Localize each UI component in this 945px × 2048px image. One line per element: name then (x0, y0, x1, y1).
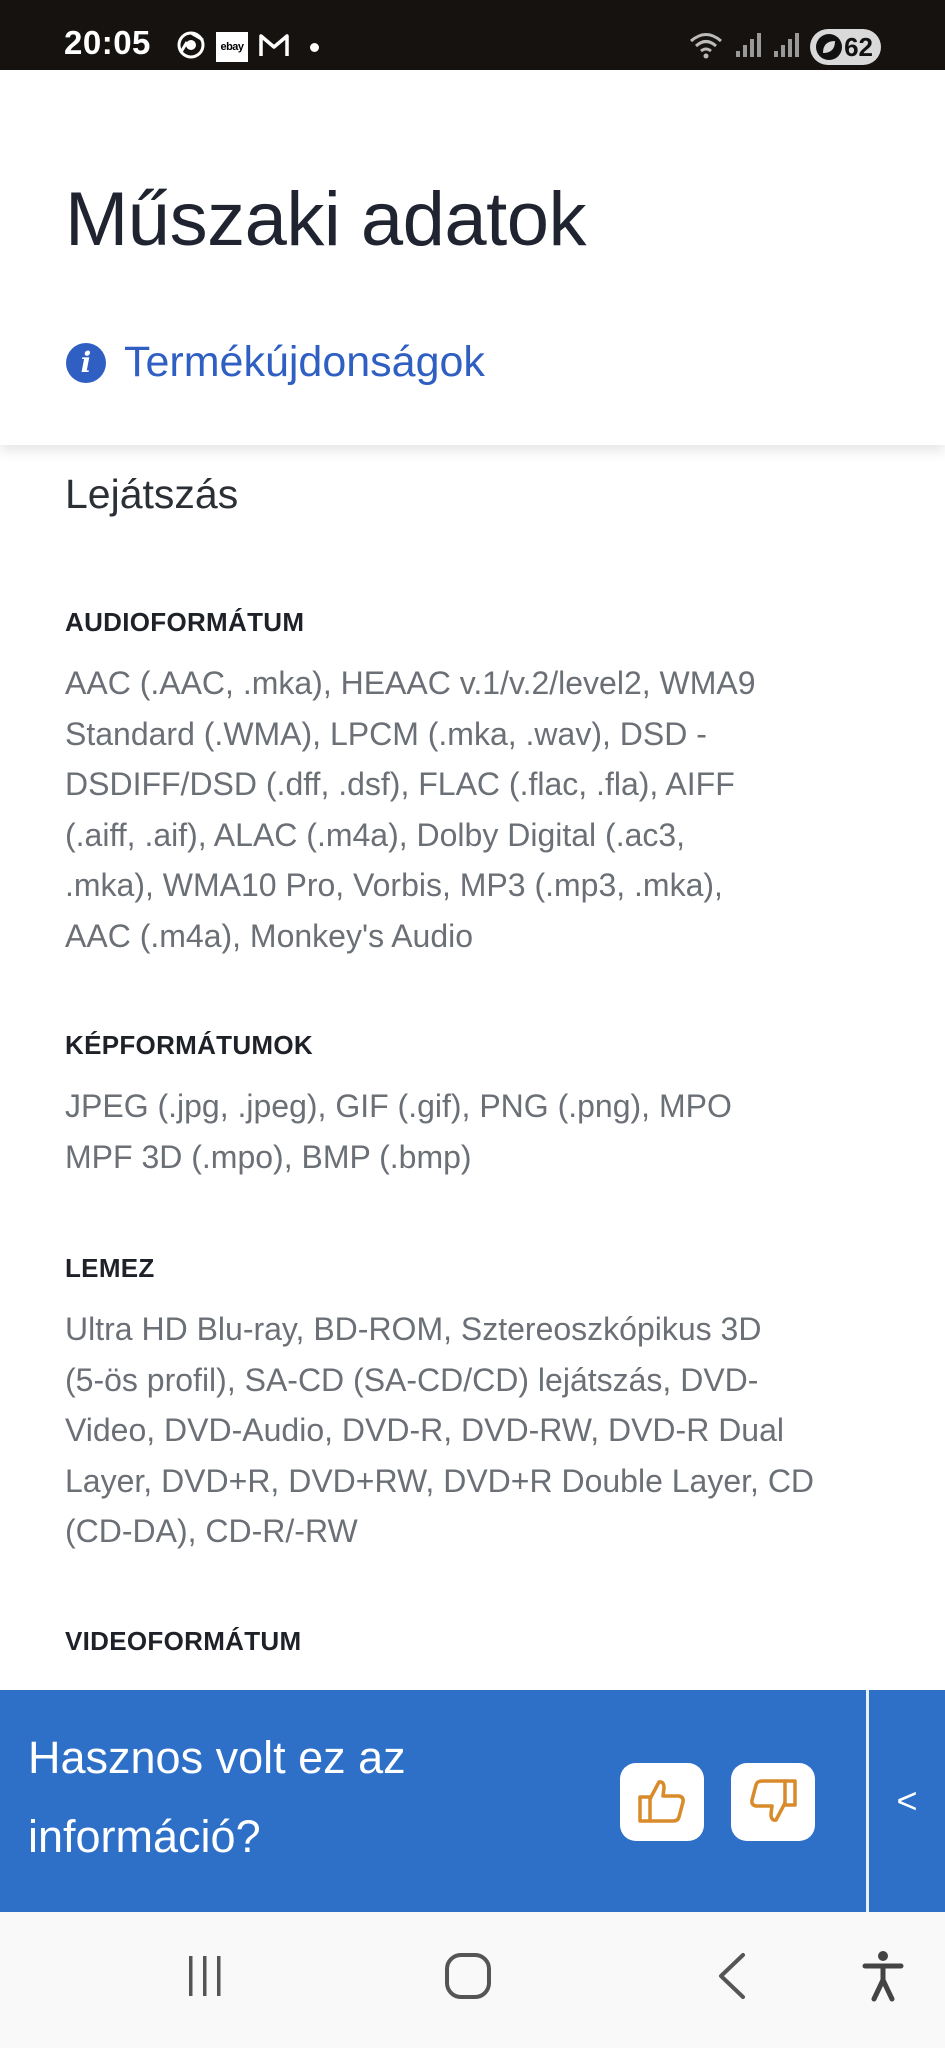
spec-line: AAC (.m4a), Monkey's Audio (65, 917, 474, 954)
back-button[interactable] (688, 1942, 778, 2012)
thumbs-up-button[interactable] (620, 1763, 704, 1841)
spec-line: MPF 3D (.mpo), BMP (.bmp) (65, 1138, 472, 1175)
signal-icon (734, 31, 762, 63)
accessibility-icon (861, 1950, 905, 2005)
battery-icon (810, 29, 881, 65)
page-title: Műszaki adatok (65, 177, 587, 262)
battery-level: 62 (844, 31, 873, 62)
thumbs-down-button[interactable] (731, 1763, 815, 1841)
product-news-link[interactable] (66, 338, 485, 387)
home-button[interactable] (423, 1942, 513, 2012)
spec-value-image-formats (65, 1081, 845, 1182)
spec-value-disc (65, 1304, 845, 1557)
thumbs-down-icon (747, 1777, 799, 1828)
status-bar (0, 0, 945, 70)
spec-label-video-format: VIDEOFORMÁTUM (65, 1626, 302, 1656)
spec-line: DSDIFF/DSD (.dff, .dsf), FLAC (.flac, .fla), AIFF (65, 766, 735, 802)
ebay-icon: ebay (216, 32, 248, 62)
feedback-collapse-button[interactable]: < (869, 1690, 945, 1912)
spec-line: Layer, DVD+R, DVD+RW, DVD+R Double Layer, CD (65, 1462, 815, 1499)
spec-line: Standard (.WMA), LPCM (.mka, .wav), DSD - (65, 715, 707, 752)
feedback-question-line: információ? (28, 1811, 261, 1862)
spec-label-image-formats: KÉPFORMÁTUMOK (65, 1030, 313, 1060)
signal-icon (772, 31, 800, 63)
spec-line: (5-ös profil), SA-CD (SA-CD/CD) lejátszás, DVD- (65, 1361, 759, 1398)
recent-apps-icon (183, 1954, 227, 2001)
back-icon (713, 1952, 753, 2003)
spec-label-disc: LEMEZ (65, 1253, 155, 1283)
power-saving-leaf-icon (816, 34, 842, 60)
spec-line: .mka), WMA10 Pro, Vorbis, MP3 (.mp3, .mka), (65, 867, 723, 903)
spec-value-audio-format (65, 658, 845, 961)
status-time: 20:05 (64, 24, 151, 61)
feedback-question-line: Hasznos volt ez az (28, 1732, 406, 1783)
spec-label-audio-format: AUDIOFORMÁTUM (65, 607, 305, 637)
feedback-bar (0, 1690, 945, 1912)
spec-line: (CD-DA), CD-R/-RW (65, 1513, 358, 1549)
status-app-icons (176, 30, 319, 64)
product-news-label: Termékújdonságok (124, 338, 485, 386)
thumbs-up-icon (636, 1777, 688, 1828)
chrome-icon (176, 30, 206, 64)
header-card (0, 70, 945, 445)
home-icon (444, 1952, 492, 2003)
feedback-question (28, 1718, 478, 1876)
accessibility-button[interactable] (838, 1942, 928, 2012)
notification-dot-icon (310, 43, 319, 52)
spec-line: (.aiff, .aif), ALAC (.m4a), Dolby Digital (.ac3, (65, 816, 686, 853)
status-system-icons (688, 28, 881, 66)
spec-line: JPEG (.jpg, .jpeg), GIF (.gif), PNG (.png), MPO (65, 1088, 732, 1124)
spec-line: AAC (.AAC, .mka), HEAAC v.1/v.2/level2, WMA9 (65, 665, 756, 701)
recent-apps-button[interactable] (160, 1942, 250, 2012)
spec-line: Video, DVD-Audio, DVD-R, DVD-RW, DVD-R Dual (65, 1412, 784, 1448)
wifi-icon (688, 30, 724, 64)
spec-line: Ultra HD Blu-ray, BD-ROM, Sztereoszkópikus 3D (65, 1311, 762, 1347)
system-nav-bar (0, 1912, 945, 2048)
info-icon: i (66, 343, 106, 383)
section-title: Lejátszás (65, 471, 239, 517)
gmail-icon (258, 32, 290, 62)
